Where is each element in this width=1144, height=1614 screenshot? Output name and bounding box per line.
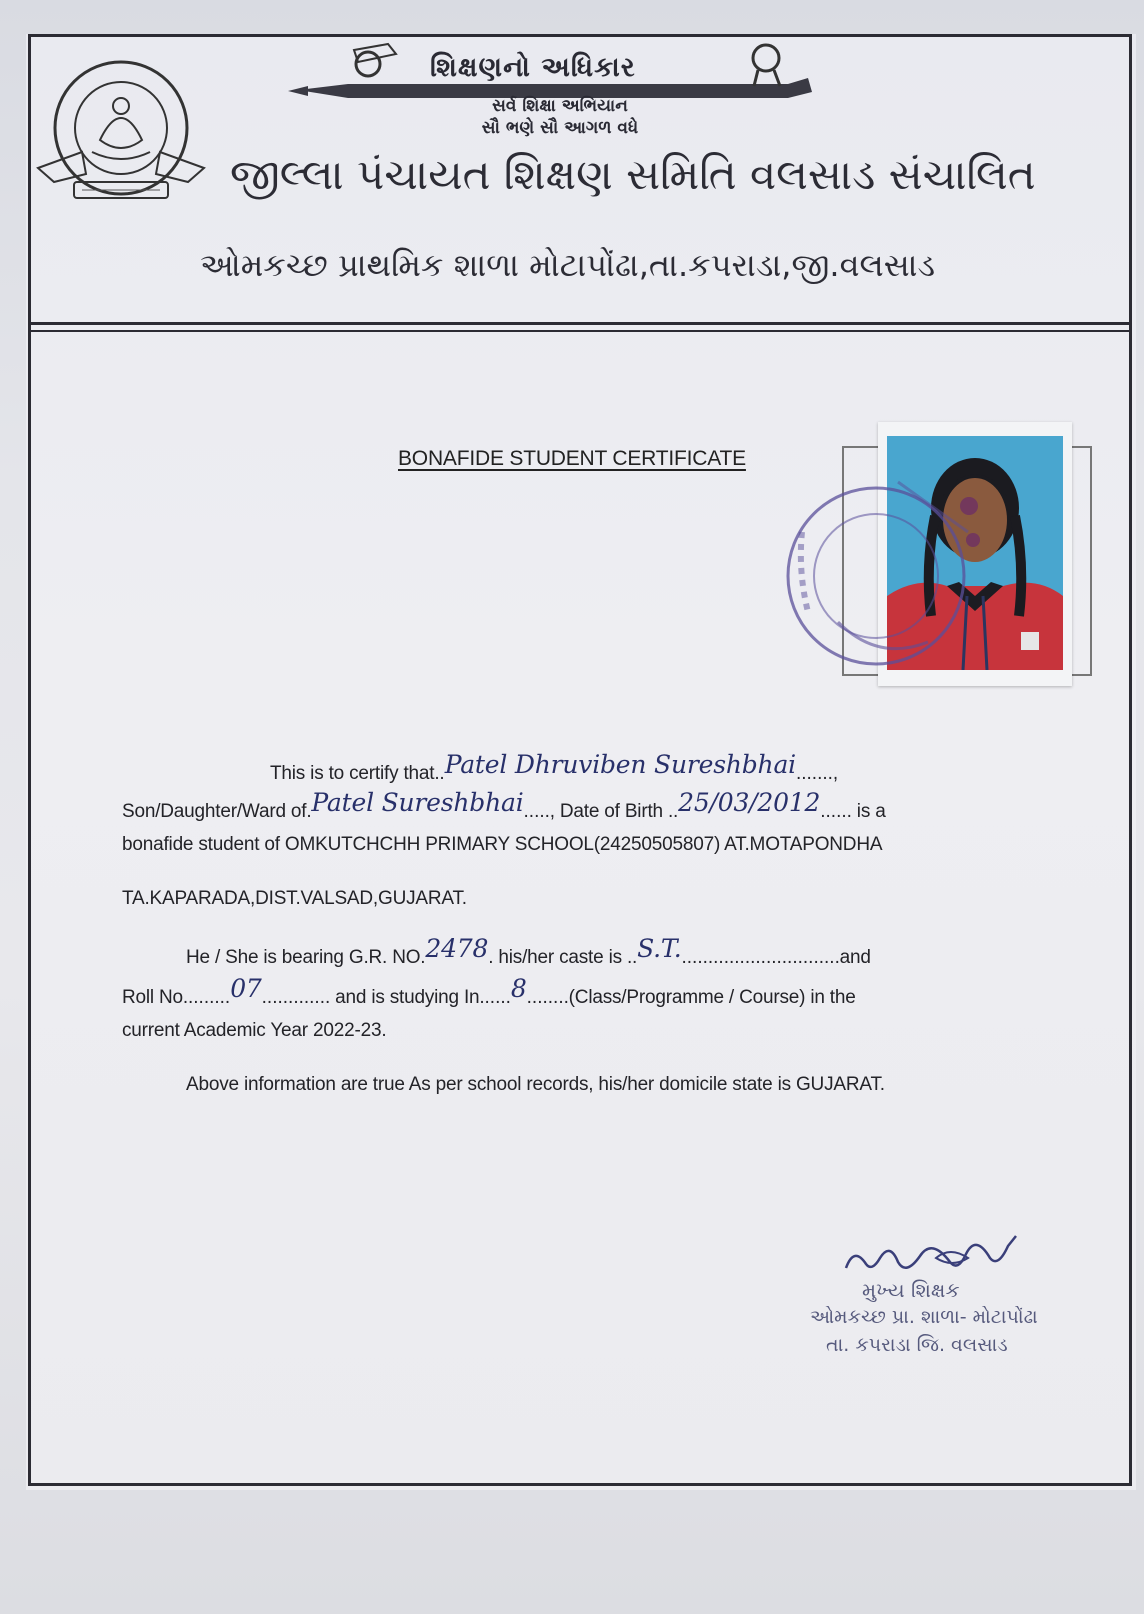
roll-class-line: Roll No.........07............. and is studying In......8........(Class/Programme / Course) in the [122,974,856,1008]
school-logo [34,56,208,216]
roll-label: Roll No. [122,987,188,1008]
school-address: ઓમકચ્છ પ્રાથમિક શાળા મોટાપોંઢા,તા.કપરાડા,જી.વલસાડ [200,246,936,284]
caste-value: S.T. [637,934,682,963]
headmaster-title: મુખ્ય શિક્ષક [862,1278,960,1302]
dob-label: ., Date of Birth .. [544,801,679,822]
header-divider [28,322,1132,325]
gr-caste-line: He / She is bearing G.R. NO.2478. his/her caste is ..S.T...............................and [186,934,871,968]
student-name: Patel Dhruviben Sureshbhai [444,750,796,779]
banner-slogan: શિક્ષણનો અધિકાર [430,52,636,83]
parent-prefix: Son/Daughter/Ward of. [122,801,312,822]
domicile-line: Above information are true As per school records, his/her domicile state is GUJARAT. [186,1074,885,1095]
school-stamp-icon [778,472,978,682]
class-value: 8 [510,974,527,1003]
parent-line: Son/Daughter/Ward of.Patel Sureshbhai....., Date of Birth ..25/03/2012...... is a [122,788,886,822]
campaign-title: સર્વ શિક્ષા અભિયાન [492,96,628,116]
class-suffix: .(Class/Programme / Course) in the [563,987,856,1008]
gr-prefix: He / She is bearing G.R. NO. [186,947,426,968]
committee-heading: જીલ્લા પંચાયત શિક્ષણ સમિતિ વલસાડ સંચાલિત [230,150,1036,199]
studying-label: . and is studying In. [325,987,485,1008]
school-location-line: TA.KAPARADA,DIST.VALSAD,GUJARAT. [122,888,467,909]
header-divider-inner [28,330,1132,332]
school-name-line: bonafide student of OMKUTCHCHH PRIMARY SCHOOL(24250505807) AT.MOTAPONDHA [122,834,883,855]
signature-school: ઓમકચ્છ પ્રા. શાળા- મોટાપોંઢા [810,1306,1038,1328]
gr-number: 2478 [425,934,489,963]
campaign-tagline: સૌ ભણે સૌ આગળ વધે [481,118,639,138]
certify-prefix: This is to certify that. [270,763,440,784]
is-a-text: . is a [846,801,886,822]
academic-year-line: current Academic Year 2022-23. [122,1020,387,1041]
signature-location: તા. કપરાડા જિ. વલસાડ [826,1334,1008,1356]
roll-number: 07 [230,974,262,1003]
certify-line: This is to certify that..Patel Dhruviben Sureshbhai......., [270,750,839,784]
parent-name: Patel Sureshbhai [311,788,524,817]
and-text: .and [834,947,871,968]
caste-label: . his/her caste is .. [488,947,638,968]
date-of-birth: 25/03/2012 [678,788,821,817]
certificate-title: BONAFIDE STUDENT CERTIFICATE [398,447,746,470]
